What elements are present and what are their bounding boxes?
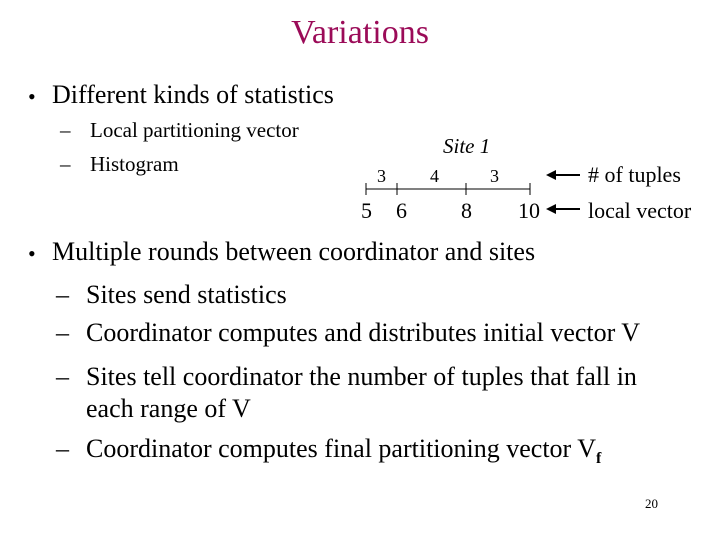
vector-value: 10: [518, 198, 540, 223]
count-value: 3: [377, 166, 386, 186]
sub-sites-tell-coordinator-cont: each range of V: [86, 394, 251, 423]
bullet-marker: •: [28, 84, 36, 109]
count-label: # of tuples: [588, 162, 681, 187]
dash-marker: –: [60, 118, 71, 142]
vector-value: 5: [361, 198, 372, 223]
vector-value: 6: [396, 198, 407, 223]
sub-sites-tell-coordinator: [56, 362, 637, 392]
dash-marker: –: [56, 362, 69, 391]
dash-marker: –: [56, 434, 69, 463]
subscript-f: f: [596, 450, 602, 468]
dash-marker: –: [60, 152, 71, 176]
sub-coordinator-distributes: [56, 318, 640, 348]
arrow-head: [546, 170, 556, 180]
dash-marker: –: [56, 318, 69, 347]
sub-text: Sites send statistics: [86, 280, 287, 309]
site-label: Site 1: [443, 134, 491, 158]
sub-text: Sites tell coordinator the number of tuples that fall in: [86, 362, 637, 391]
dash-marker: –: [56, 280, 69, 309]
sub-final-partitioning-vector: [56, 434, 601, 468]
vector-label: local vector: [588, 198, 692, 223]
sub-text: Coordinator computes and distributes initial vector V: [86, 318, 641, 347]
bullet-marker: •: [28, 241, 36, 266]
page-number: 20: [645, 496, 658, 511]
sub-text: Coordinator computes final partitioning vector V: [86, 434, 597, 463]
sub-text: Histogram: [90, 152, 179, 176]
sub-sites-send-statistics: [56, 280, 287, 310]
bullet-different-statistics: Different kinds of statistics: [52, 80, 334, 109]
arrow-head: [546, 204, 556, 214]
sub-text: Local partitioning vector: [90, 118, 299, 142]
slide-title: Variations: [291, 14, 429, 51]
bullet-multiple-rounds: Multiple rounds between coordinator and sites: [52, 237, 536, 266]
vector-value: 8: [461, 198, 472, 223]
count-value: 3: [490, 166, 499, 186]
count-value: 4: [430, 166, 439, 186]
